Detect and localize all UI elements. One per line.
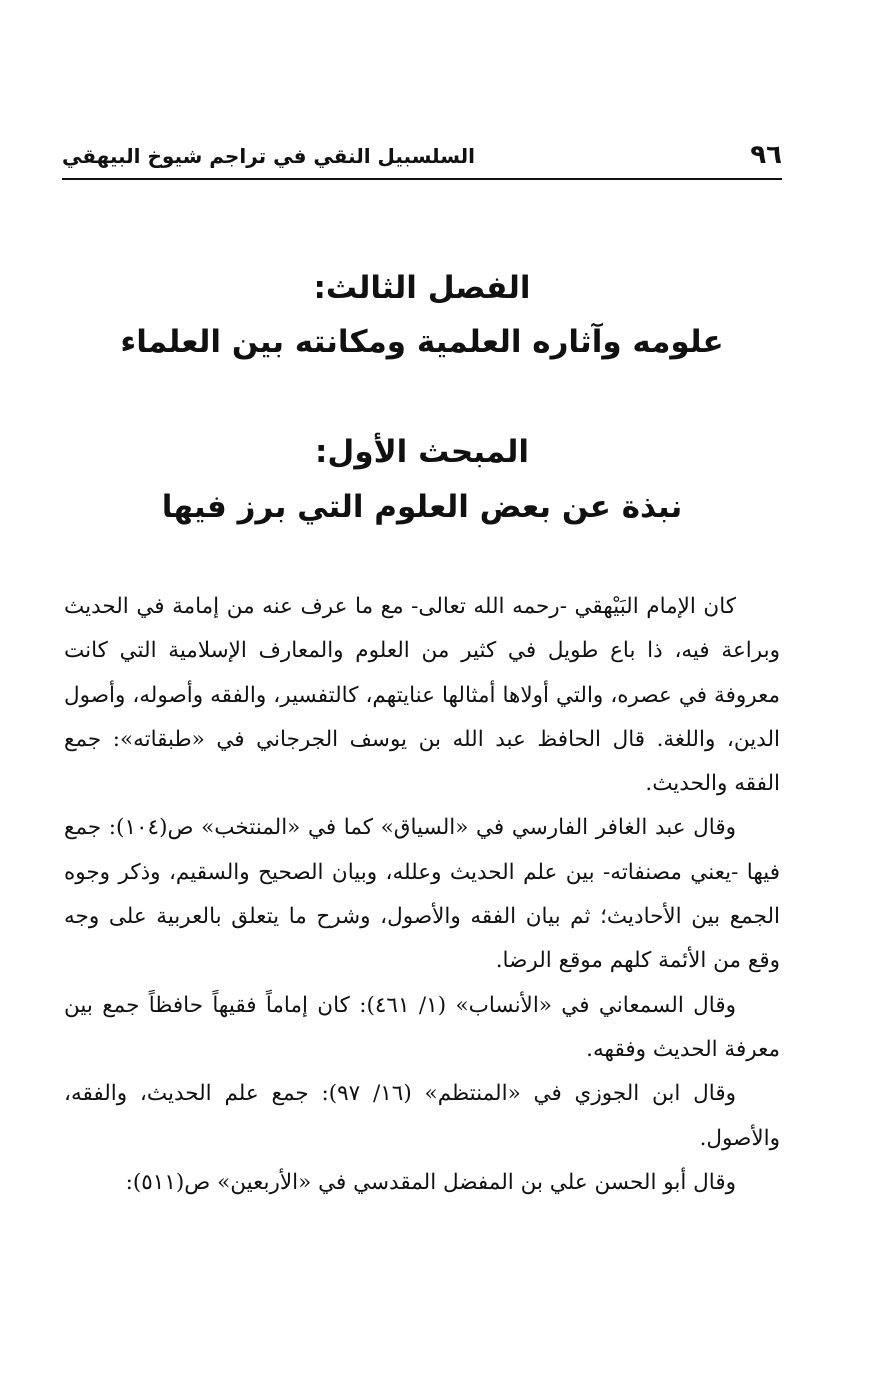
book-title: السلسبيل النقي في تراجم شيوخ البيهقي xyxy=(62,144,475,168)
paragraph-5: وقال أبو الحسن علي بن المفضل المقدسي في «الأربعين» ص(٥١١): xyxy=(125,1169,736,1195)
page-number: ٩٦ xyxy=(750,140,782,170)
paragraph-1: كان الإمام البَيْهقي -رحمه الله تعالى- مع ما عرف عنه من إمامة في الحديث وبراعة فيه، ذا باع طويل في كثير من العلوم والمعارف الإسلامية التي كانت معروفة في عصره، والتي أولاها أمثالها عنايتهم، كالتفسير، والفقه وأصوله، وأصول الدين، واللغة. قال الحافظ عبد الله بن يوسف الجرجاني في «طبقاته»: جمع الفقه والحديث. xyxy=(64,594,780,797)
chapter-label: الفصل الثالث: xyxy=(313,270,531,306)
body-text xyxy=(64,585,780,1205)
paragraph-3: وقال السمعاني في «الأنساب» (١/ ٤٦١): كان إماماً فقيهاً حافظاً جمع بين معرفة الحديث وفقهه. xyxy=(64,992,780,1062)
paragraph-4: وقال ابن الجوزي في «المنتظم» (١٦/ ٩٧): جمع علم الحديث، والفقه، والأصول. xyxy=(64,1081,780,1151)
header-rule xyxy=(62,178,782,180)
chapter-title: علومه وآثاره العلمية ومكانته بين العلماء xyxy=(120,324,724,360)
running-header xyxy=(62,138,782,178)
section-label: المبحث الأول: xyxy=(315,434,529,470)
section-title: نبذة عن بعض العلوم التي برز فيها xyxy=(161,489,683,525)
paragraph-2: وقال عبد الغافر الفارسي في «السياق» كما في «المنتخب» ص(١٠٤): جمع فيها -يعني مصنفاته- بين علم الحديث وعلله، وبيان الصحيح والسقيم، وذكر وجوه الجمع بين الأحاديث؛ ثم بيان الفقه والأصول، وشرح ما يتعلق بالعربية على وجه وقع من الأئمة كلهم موقع الرضا. xyxy=(64,815,780,974)
